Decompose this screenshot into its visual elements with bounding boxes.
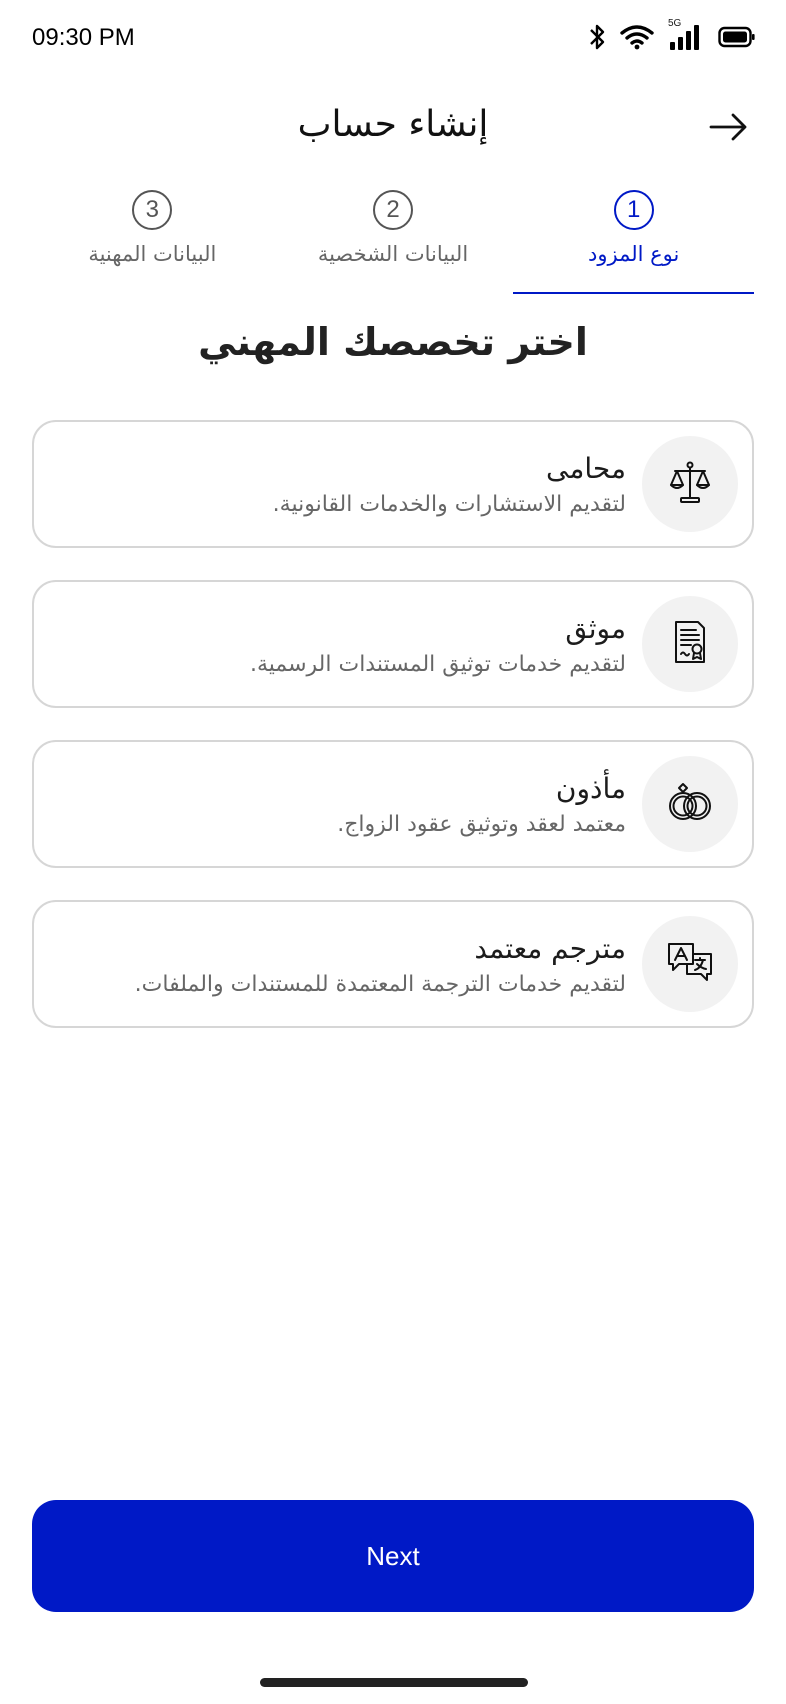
wifi-icon bbox=[620, 24, 654, 50]
back-button[interactable] bbox=[704, 104, 754, 154]
card-description: لتقديم خدمات الترجمة المعتمدة للمستندات والملفات. bbox=[134, 971, 626, 997]
card-text bbox=[273, 451, 626, 516]
specialty-card-marriage-officiant[interactable] bbox=[32, 740, 754, 868]
arrow-right-icon bbox=[709, 112, 749, 146]
status-bar bbox=[0, 0, 786, 80]
icon-circle bbox=[642, 596, 738, 692]
card-text bbox=[135, 931, 626, 996]
card-text bbox=[250, 611, 626, 676]
step-label: نوع المزود bbox=[587, 242, 680, 266]
cellular-signal-icon bbox=[668, 18, 704, 52]
specialty-card-lawyer[interactable] bbox=[32, 420, 754, 548]
card-description: معتمد لعقد وتوثيق عقود الزواج. bbox=[337, 811, 626, 837]
certificate-document-icon bbox=[666, 618, 714, 670]
card-description: لتقديم الاستشارات والخدمات القانونية. bbox=[272, 491, 626, 517]
specialty-card-certified-translator[interactable] bbox=[32, 900, 754, 1028]
next-button[interactable]: Next bbox=[32, 1500, 754, 1612]
header bbox=[0, 90, 786, 170]
step-number: 3 bbox=[132, 190, 172, 230]
battery-icon bbox=[718, 25, 756, 49]
card-title: موثق bbox=[565, 612, 626, 646]
status-time: 09:30 PM bbox=[32, 24, 135, 51]
step-number: 2 bbox=[373, 190, 413, 230]
translate-icon bbox=[665, 938, 715, 990]
icon-circle bbox=[642, 916, 738, 1012]
step-number: 1 bbox=[614, 190, 654, 230]
icon-circle bbox=[642, 436, 738, 532]
step-personal-info[interactable] bbox=[273, 190, 514, 294]
page-title: إنشاء حساب bbox=[297, 104, 489, 145]
home-indicator bbox=[260, 1678, 528, 1687]
section-title: اختر تخصصك المهني bbox=[198, 320, 588, 364]
step-professional-info[interactable] bbox=[32, 190, 273, 294]
card-text bbox=[337, 771, 626, 836]
icon-circle bbox=[642, 756, 738, 852]
step-label: البيانات الشخصية bbox=[317, 242, 469, 266]
card-description: لتقديم خدمات توثيق المستندات الرسمية. bbox=[249, 651, 626, 677]
step-provider-type[interactable] bbox=[513, 190, 754, 294]
specialty-list bbox=[32, 420, 754, 1060]
step-label: البيانات المهنية bbox=[88, 242, 217, 266]
stepper bbox=[32, 190, 754, 294]
status-icons bbox=[588, 18, 756, 52]
rings-icon bbox=[664, 778, 716, 830]
bluetooth-icon bbox=[588, 23, 606, 51]
card-title: مترجم معتمد bbox=[474, 932, 626, 966]
card-title: مأذون bbox=[555, 772, 626, 806]
scales-icon bbox=[666, 458, 714, 510]
specialty-card-notary[interactable] bbox=[32, 580, 754, 708]
network-type-label: 5G bbox=[668, 18, 682, 29]
card-title: محامى bbox=[546, 452, 626, 486]
